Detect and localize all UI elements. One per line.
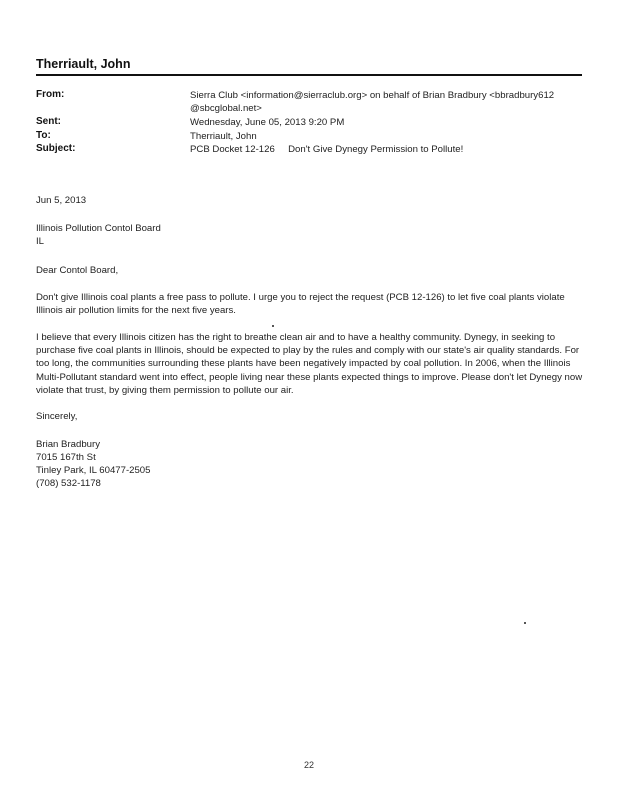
letter-date: Jun 5, 2013: [36, 195, 87, 206]
sent-value: Wednesday, June 05, 2013 9:20 PM: [190, 117, 345, 128]
paragraph-2: I believe that every Illinois citizen has the right to breathe clean air and to have a healthy community. Dynegy, in seeking to purchase five coal plants in Illinois, should be expected to play by the rules and comply with our state's air quality standards. For too long, the communities surrounding these plants have been negatively impacted by coal pollution. In 2006, when the Illinois Multi-Pollutant standard went into effect, people living near these plants expected things to improve. Please don't let Dynegy now violate that trust, by giving them permission to pollute our air.: [36, 332, 583, 396]
from-label: From:: [36, 89, 65, 100]
from-value-line2: @sbcglobal.net>: [190, 103, 262, 114]
page-number: 22: [303, 760, 314, 770]
paragraph-1: Don't give Illinois coal plants a free pass to pollute. I urge you to reject the request (PCB 12-126) to let five coal plants violate Illinois air pollution limits for the next five years.: [36, 292, 565, 317]
scan-speck: [272, 325, 274, 327]
scan-speck: [524, 622, 526, 624]
sent-label: Sent:: [36, 116, 61, 127]
subject-label: Subject:: [36, 143, 76, 154]
header-divider: [36, 74, 582, 76]
signer-city: Tinley Park, IL 60477-2505: [36, 465, 151, 476]
subject-value: PCB Docket 12-126 Don't Give Dynegy Permission to Pollute!: [190, 144, 464, 155]
to-value: Therriault, John: [190, 131, 257, 142]
mailbox-owner-name: Therriault, John: [36, 57, 131, 71]
signer-street: 7015 167th St: [36, 452, 96, 463]
recipient-name: Illinois Pollution Contol Board: [36, 223, 161, 234]
recipient-state: IL: [36, 236, 45, 247]
salutation: Dear Contol Board,: [36, 265, 119, 276]
signer-name: Brian Bradbury: [36, 439, 100, 450]
signer-phone: (708) 532-1178: [36, 478, 101, 489]
from-value-line1: Sierra Club <information@sierraclub.org> on behalf of Brian Bradbury <bbradbury612: [190, 90, 555, 101]
closing: Sincerely,: [36, 411, 78, 422]
to-label: To:: [36, 130, 51, 141]
